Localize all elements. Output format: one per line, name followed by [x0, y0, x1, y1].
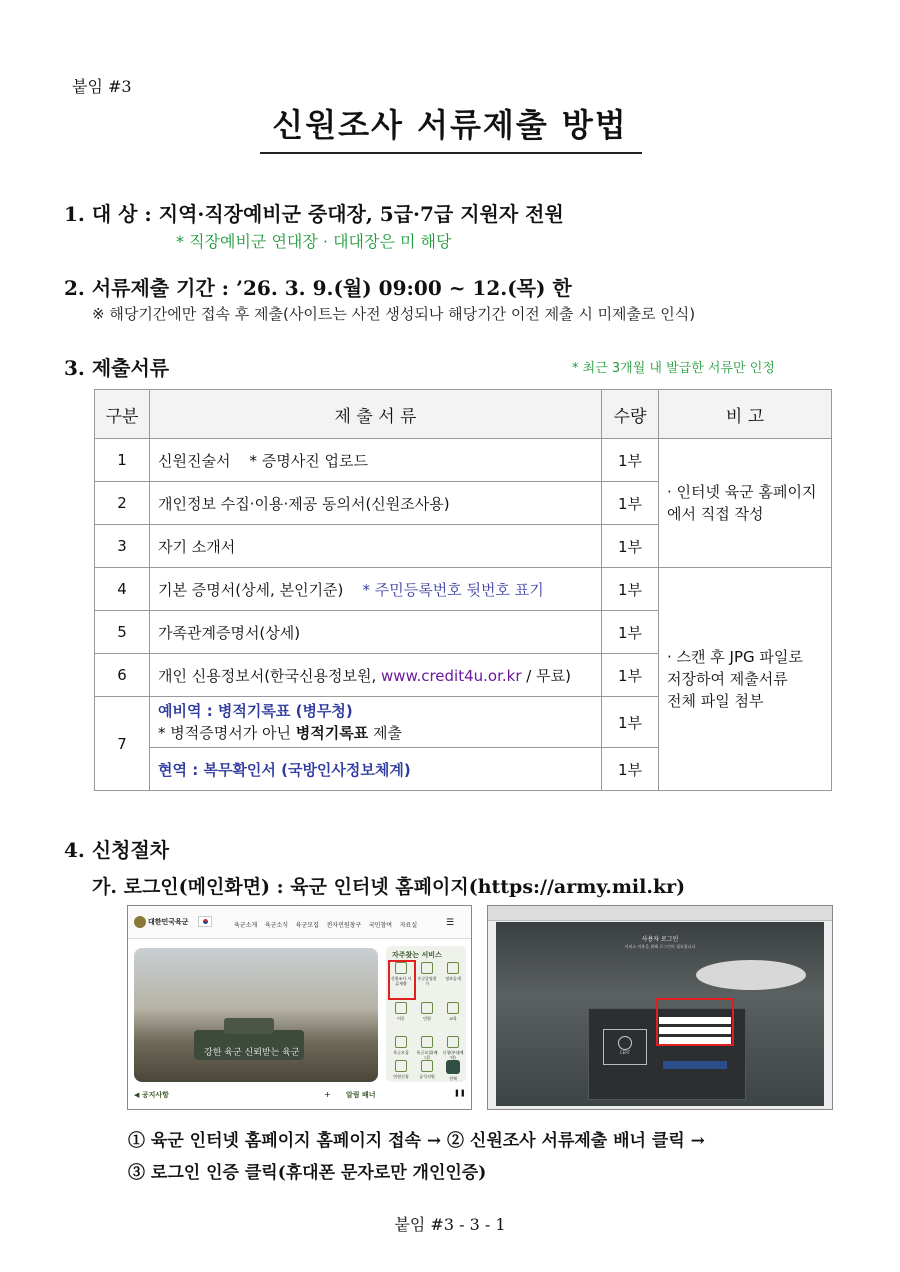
steps-line-1: ① 육군 인터넷 홈페이지 홈페이지 접속 → ② 신원조사 서류제출 배너 클릭 →	[128, 1131, 705, 1151]
doc-name-pre: 개인 신용정보서(한국신용정보원,	[158, 666, 382, 685]
login-cert-highlight	[656, 998, 734, 1046]
plus-icon[interactable]: +	[324, 1090, 331, 1099]
pause-icon[interactable]: ❚❚	[454, 1089, 466, 1097]
row-doc: 자기 소개서	[150, 525, 602, 568]
col-header-no: 구분	[95, 390, 150, 439]
army-emblem-icon	[134, 916, 146, 928]
credit4u-link[interactable]: www.credit4u.or.kr	[381, 666, 522, 685]
table-header-row	[95, 390, 832, 439]
browser-tabbar	[488, 906, 832, 921]
doc-name-post: / 무료)	[521, 666, 571, 685]
homepage-logo: 대한민국육군	[148, 918, 189, 926]
col-header-doc: 제 출 서 류	[150, 390, 602, 439]
col-header-qty: 수량	[602, 390, 659, 439]
row-doc: 개인정보 수집·이용·제공 동의서(신원조사용)	[150, 482, 602, 525]
service-item-all[interactable]: 전체	[442, 1060, 464, 1081]
row-no: 2	[95, 482, 150, 525]
service-item-background-check[interactable]: 신원조사 서류제출	[390, 962, 412, 986]
remark-scan: · 스캔 후 JPG 파일로 저장하여 제출서류 전체 파일 첨부	[659, 568, 832, 791]
table-row	[95, 439, 832, 482]
documents-table	[94, 389, 832, 791]
service-item[interactable]: 공식지원	[416, 1060, 438, 1079]
homepage-nav	[234, 920, 417, 929]
service-item[interactable]: 육군모집	[390, 1036, 412, 1055]
row-doc	[150, 654, 602, 697]
row-qty: 1부	[602, 748, 659, 791]
row-no: 4	[95, 568, 150, 611]
section-1-heading: 1. 대 상 : 지역·직장예비군 중대장, 5급·7급 지원자 전원	[64, 202, 564, 226]
row-doc-active	[150, 748, 602, 791]
section-1-note: * 직장예비군 연대장 · 대대장은 미 해당	[176, 232, 452, 251]
attachment-label: 붙임 #3	[72, 77, 132, 96]
service-item[interactable]: 정보공개	[442, 962, 464, 981]
page-footer: 붙임 #3 - 3 - 1	[394, 1215, 506, 1234]
title-underline	[260, 152, 642, 154]
services-title: 자주찾는 서비스	[392, 951, 442, 959]
section-3-heading: 3. 제출서류	[64, 356, 170, 380]
doc-extra: * 증명사진 업로드	[249, 451, 368, 470]
active-title: 현역 : 복무확인서 (국방인사정보체계)	[158, 760, 411, 779]
col-header-remark: 비 고	[659, 390, 832, 439]
service-item[interactable]: 민원	[416, 1002, 438, 1021]
reserve-note: * 병적증명서가 아닌 병적기록표 제출	[158, 724, 402, 742]
row-qty: 1부	[602, 439, 659, 482]
login-subheading: 서비스 이용을 위해 로그인이 필요합니다	[624, 944, 696, 949]
row-doc	[150, 568, 602, 611]
notice-label[interactable]: ◀ 공지사항	[134, 1091, 169, 1099]
row-qty: 1부	[602, 611, 659, 654]
remark-online: · 인터넷 육군 홈페이지 에서 직접 작성	[659, 439, 832, 568]
row-no: 5	[95, 611, 150, 654]
background-check-highlight	[388, 960, 416, 1000]
row-qty: 1부	[602, 525, 659, 568]
army-homepage-screenshot	[127, 905, 472, 1110]
service-item[interactable]: 신청(부대예약)	[442, 1036, 464, 1060]
page-title: 신원조사 서류제출 방법	[272, 106, 628, 144]
login-heading: 사용자 로그인	[641, 936, 679, 943]
nav-item[interactable]: 육군소개	[234, 922, 258, 929]
nav-item[interactable]: 육군모집	[295, 922, 319, 929]
steps-line-2: ③ 로그인 인증 클릭(휴대폰 문자로만 개인인증)	[128, 1163, 487, 1183]
service-item[interactable]: 우군증명찾기	[416, 962, 438, 986]
row-no: 1	[95, 439, 150, 482]
login-button[interactable]	[663, 1061, 727, 1069]
section-2-note: ※ 해당기간에만 접속 후 제출(사이트는 사전 생성되나 해당기간 이전 제출 시 미제출로 인식)	[92, 305, 696, 323]
section-3-side-note: * 최근 3개월 내 발급한 서류만 인정	[572, 361, 775, 376]
doc-name: 신원진술서	[158, 451, 231, 470]
alarm-banner-label[interactable]: 알림 배너	[346, 1091, 376, 1099]
doc-name: 기본 증명서(상세, 본인기준)	[158, 580, 344, 599]
cert-monitor-icon[interactable]: CERT	[603, 1029, 647, 1065]
nav-item[interactable]: 전자민원창구	[326, 922, 362, 929]
table-row	[95, 568, 832, 611]
row-no: 6	[95, 654, 150, 697]
row-doc: 가족관계증명서(상세)	[150, 611, 602, 654]
row-no: 7	[95, 697, 150, 791]
banner-text: 강한 육군 신뢰받는 육군	[204, 1048, 300, 1058]
row-doc-reserve	[150, 697, 602, 748]
service-item[interactable]: 교육	[442, 1002, 464, 1021]
row-qty: 1부	[602, 568, 659, 611]
login-page-screenshot	[487, 905, 833, 1110]
menu-icon[interactable]: ☰	[446, 918, 455, 928]
section-4-heading: 4. 신청절차	[64, 838, 170, 862]
row-doc	[150, 439, 602, 482]
section-4-sub: 가. 로그인(메인화면) : 육군 인터넷 홈페이지(https://army.mil.kr)	[92, 876, 686, 898]
nav-item[interactable]: 육군소식	[264, 922, 289, 929]
section-2-heading: 2. 서류제출 기간 : ’26. 3. 9.(월) 09:00 ~ 12.(목) 한	[64, 276, 572, 300]
row-no: 3	[95, 525, 150, 568]
mouse-shape	[696, 960, 806, 990]
row-qty: 1부	[602, 697, 659, 748]
tank-turret	[224, 1018, 274, 1034]
nav-item[interactable]: 자료실	[399, 922, 418, 929]
korea-flag-icon	[198, 916, 212, 927]
reserve-title: 예비역 : 병적기록표 (병무청)	[158, 702, 353, 720]
row-qty: 1부	[602, 482, 659, 525]
row-qty: 1부	[602, 654, 659, 697]
service-item[interactable]: 민원신청	[390, 1060, 412, 1079]
homepage-banner	[134, 948, 378, 1082]
service-item[interactable]: 이동	[390, 1002, 412, 1021]
service-item[interactable]: 육군모집(배너)	[416, 1036, 438, 1060]
nav-item[interactable]: 국민참여	[368, 922, 393, 929]
doc-extra: * 주민등록번호 뒷번호 표기	[362, 580, 544, 599]
